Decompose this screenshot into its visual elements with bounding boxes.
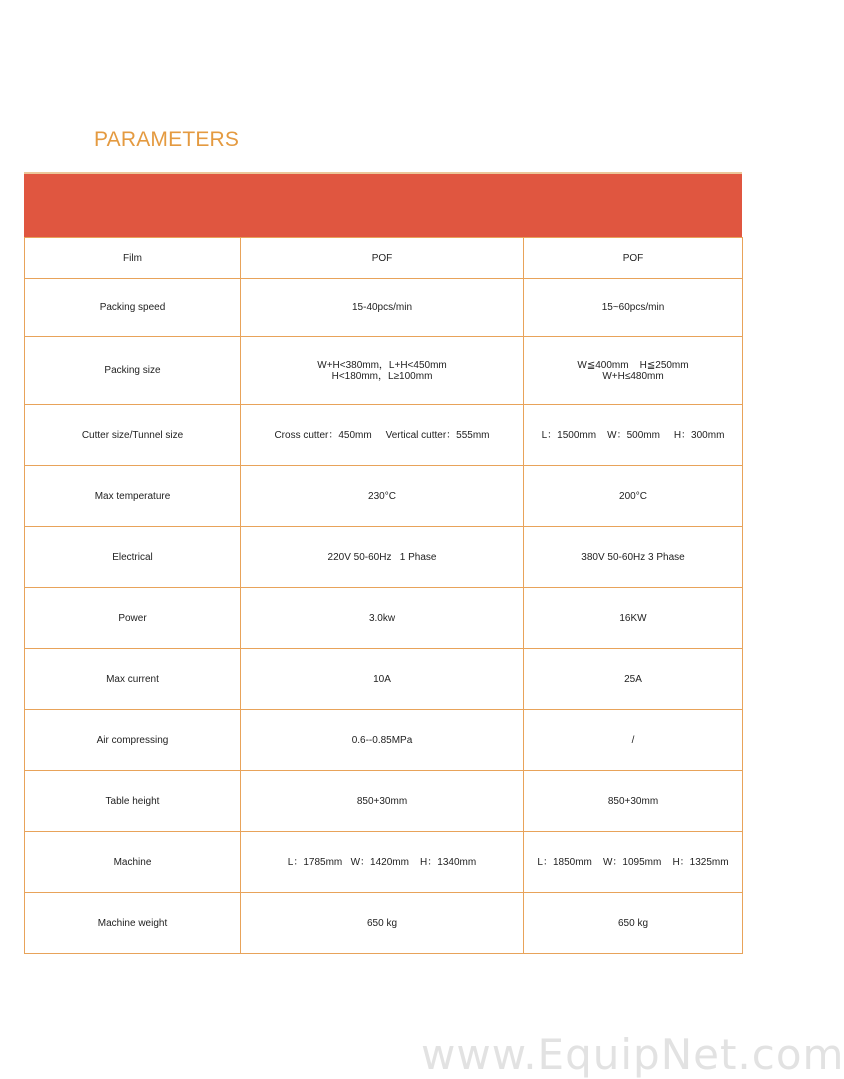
- watermark: www.EquipNet.com: [421, 1030, 844, 1079]
- cell-text: 0.6-‐0.85MPa: [351, 734, 413, 746]
- cell-text: W+H<380mm，L+H<450mm: [317, 359, 447, 371]
- cell-text: 15~60pcs/min: [601, 302, 665, 313]
- row-label: Packing size: [25, 337, 241, 405]
- model-1-value: [241, 649, 524, 710]
- cell-text: 850+30mm: [607, 795, 659, 807]
- cell-text: 230°C: [368, 490, 396, 502]
- model-1-value: [241, 279, 524, 337]
- table-row: [25, 710, 743, 771]
- model-2-value: [524, 238, 743, 279]
- cell-text: 650 kg: [617, 917, 649, 929]
- table-row: [25, 832, 743, 893]
- model-2-value: [524, 337, 743, 405]
- model-1-value: [241, 588, 524, 649]
- row-label: Electrical: [25, 527, 241, 588]
- row-label: Table height: [25, 771, 241, 832]
- row-label: Machine weight: [25, 893, 241, 954]
- model-2-value: [524, 771, 743, 832]
- cell-text: POF: [371, 252, 393, 264]
- row-label: Machine: [25, 832, 241, 893]
- cell-text: W+H≤480mm: [602, 370, 664, 382]
- cell-text: 10A: [373, 673, 391, 685]
- model-1-value: [241, 893, 524, 954]
- cell-text: 15-40pcs/min: [351, 302, 413, 313]
- cell-text: Cross cutter：450mm Vertical cutter：555mm: [274, 429, 490, 441]
- parameters-table: [24, 237, 743, 954]
- table-row: [25, 771, 743, 832]
- row-label: Film: [25, 238, 241, 279]
- model-2-value: [524, 527, 743, 588]
- cell-text: H<180mm，L≥100mm: [331, 370, 433, 382]
- table-row: [25, 588, 743, 649]
- cell-text: L：1850mm W：1095mm H：1325mm: [537, 856, 729, 868]
- row-label: Packing speed: [25, 279, 241, 337]
- cell-text: 16KW: [619, 612, 647, 624]
- row-label: Max temperature: [25, 466, 241, 527]
- model-1-value: [241, 771, 524, 832]
- cell-text: L：1785mm W：1420mm H：1340mm: [287, 856, 477, 868]
- model-2-value: [524, 588, 743, 649]
- row-label: Max current: [25, 649, 241, 710]
- table-row: [25, 238, 743, 279]
- cell-text: 25A: [624, 673, 642, 685]
- model-1-value: [241, 466, 524, 527]
- cell-text: 850+30mm: [356, 795, 408, 807]
- table-row: [25, 466, 743, 527]
- model-1-value: [241, 238, 524, 279]
- cell-text: W≦400mm H≦250mm: [577, 359, 689, 371]
- cell-text: 200°C: [619, 490, 647, 502]
- cell-text: 650 kg: [366, 917, 398, 929]
- row-label: Power: [25, 588, 241, 649]
- model-2-value: [524, 832, 743, 893]
- cell-text: 220V 50-60Hz 1 Phase: [327, 551, 437, 563]
- table-row: [25, 337, 743, 405]
- model-1-value: [241, 405, 524, 466]
- table-row: [25, 405, 743, 466]
- header-banner: [24, 174, 742, 238]
- model-1-value: [241, 710, 524, 771]
- page-title: PARAMETERS: [94, 128, 240, 151]
- row-label: Air compressing: [25, 710, 241, 771]
- model-2-value: [524, 279, 743, 337]
- model-1-value: [241, 832, 524, 893]
- table-row: [25, 527, 743, 588]
- cell-text: 380V 50-60Hz 3 Phase: [581, 551, 685, 563]
- model-2-value: [524, 893, 743, 954]
- model-2-value: [524, 710, 743, 771]
- model-1-value: [241, 527, 524, 588]
- cell-text: 3.0kw: [368, 612, 396, 624]
- table-row: [25, 279, 743, 337]
- table-row: [25, 649, 743, 710]
- cell-text: POF: [622, 252, 644, 264]
- cell-text: L：1500mm W：500mm H：300mm: [541, 429, 725, 441]
- model-2-value: [524, 466, 743, 527]
- row-label: Cutter size/Tunnel size: [25, 405, 241, 466]
- model-1-value: [241, 337, 524, 405]
- table-row: [25, 893, 743, 954]
- model-2-value: [524, 405, 743, 466]
- model-2-value: [524, 649, 743, 710]
- cell-text: /: [631, 734, 635, 746]
